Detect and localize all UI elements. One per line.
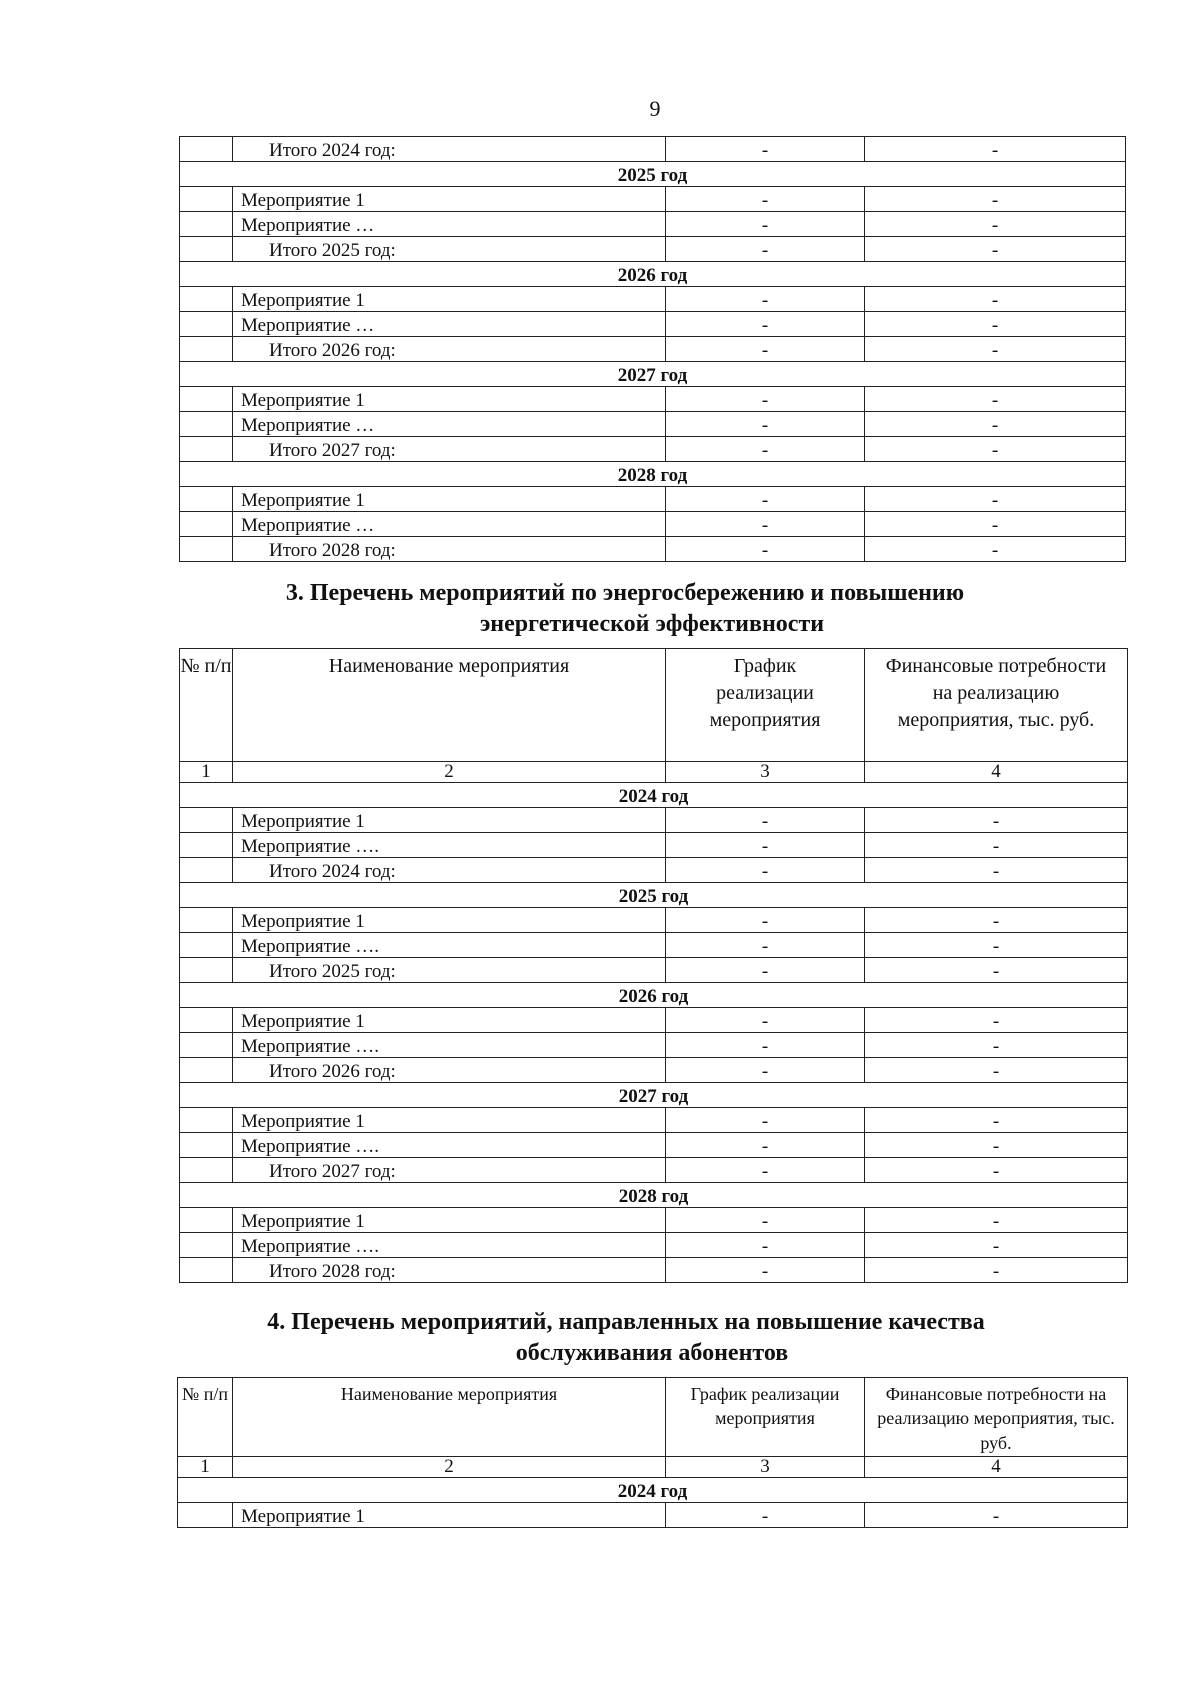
row-number-cell [180, 858, 233, 883]
schedule-cell: - [666, 1008, 865, 1033]
measure-row [180, 1108, 1128, 1133]
year-label: 2024 год [180, 783, 1128, 808]
measure-row [180, 833, 1128, 858]
schedule-cell: - [666, 1208, 865, 1233]
header-schedule: График реализации мероприятия [666, 1378, 865, 1457]
finance-cell: - [865, 958, 1128, 983]
measure-row [180, 312, 1126, 337]
total-label: Итого 2025 год: [233, 237, 666, 262]
row-number-cell [180, 212, 233, 237]
measure-name: Мероприятие 1 [233, 1108, 666, 1133]
total-label: Итого 2027 год: [233, 437, 666, 462]
header-measure-name: Наименование мероприятия [233, 649, 666, 762]
measure-row [180, 1008, 1128, 1033]
year-label: 2028 год [180, 462, 1126, 487]
row-number-cell [180, 1058, 233, 1083]
total-label: Итого 2028 год: [233, 1258, 666, 1283]
measure-row [180, 1208, 1128, 1233]
finance-cell: - [865, 412, 1126, 437]
header-schedule: График реализации мероприятия [666, 649, 865, 762]
section-4-title-line-2: обслуживания абонентов [515, 1340, 789, 1366]
row-number-cell [180, 1108, 233, 1133]
finance-cell: - [865, 1208, 1128, 1233]
schedule-cell: - [666, 337, 865, 362]
measure-row [180, 287, 1126, 312]
year-label: 2026 год [180, 262, 1126, 287]
total-label: Итого 2026 год: [233, 337, 666, 362]
row-number-cell [180, 1208, 233, 1233]
measure-name: Мероприятие … [233, 512, 666, 537]
total-label: Итого 2026 год: [233, 1058, 666, 1083]
section-3-title [0, 578, 1200, 640]
schedule-cell: - [666, 412, 865, 437]
total-label: Итого 2024 год: [233, 137, 666, 162]
year-row [180, 783, 1128, 808]
measure-name: Мероприятие 1 [233, 287, 666, 312]
measure-name: Мероприятие 1 [233, 908, 666, 933]
year-label: 2024 год [178, 1478, 1128, 1503]
row-number-cell [180, 1033, 233, 1058]
row-number-cell [178, 1503, 233, 1528]
schedule-cell: - [666, 858, 865, 883]
schedule-cell: - [666, 1058, 865, 1083]
total-label: Итого 2025 год: [233, 958, 666, 983]
total-row [180, 1058, 1128, 1083]
row-number-cell [180, 958, 233, 983]
section-4-title [0, 1307, 1200, 1369]
finance-cell: - [865, 1233, 1128, 1258]
finance-cell: - [865, 212, 1126, 237]
measure-name: Мероприятие …. [233, 1033, 666, 1058]
schedule-cell: - [666, 387, 865, 412]
finance-cell: - [865, 1158, 1128, 1183]
year-row [180, 362, 1126, 387]
finance-cell: - [865, 933, 1128, 958]
schedule-cell: - [666, 237, 865, 262]
finance-cell: - [865, 1008, 1128, 1033]
schedule-cell: - [666, 512, 865, 537]
measure-name: Мероприятие … [233, 312, 666, 337]
header-measure-name: Наименование мероприятия [233, 1378, 666, 1457]
index-cell: 2 [233, 1457, 666, 1478]
table-header-row [180, 649, 1128, 762]
measure-name: Мероприятие 1 [233, 387, 666, 412]
measure-row [178, 1503, 1128, 1528]
year-label: 2026 год [180, 983, 1128, 1008]
schedule-cell: - [666, 1258, 865, 1283]
continued-table-body [180, 137, 1126, 562]
finance-cell: - [865, 1133, 1128, 1158]
column-index-row [180, 762, 1128, 783]
year-row [180, 983, 1128, 1008]
measure-row [180, 212, 1126, 237]
row-number-cell [180, 933, 233, 958]
finance-cell: - [865, 1258, 1128, 1283]
row-number-cell [180, 908, 233, 933]
index-cell: 4 [865, 1457, 1128, 1478]
measure-name: Мероприятие … [233, 212, 666, 237]
schedule-cell: - [666, 933, 865, 958]
measure-row [180, 933, 1128, 958]
total-row [180, 858, 1128, 883]
schedule-cell: - [666, 187, 865, 212]
finance-cell: - [865, 487, 1126, 512]
measure-name: Мероприятие 1 [233, 187, 666, 212]
section-3-title-line-2: энергетической эффективности [479, 611, 825, 637]
finance-cell: - [865, 1108, 1128, 1133]
energy-saving-measures-table [179, 648, 1128, 1283]
finance-cell: - [865, 808, 1128, 833]
column-index-row [178, 1457, 1128, 1478]
row-number-cell [180, 1158, 233, 1183]
measure-row [180, 808, 1128, 833]
schedule-cell: - [666, 1108, 865, 1133]
measure-row [180, 487, 1126, 512]
row-number-cell [180, 237, 233, 262]
row-number-cell [180, 808, 233, 833]
year-label: 2027 год [180, 362, 1126, 387]
finance-cell: - [865, 387, 1126, 412]
measure-name: Мероприятие …. [233, 933, 666, 958]
finance-cell: - [865, 1503, 1128, 1528]
energy-table-body [180, 783, 1128, 1283]
year-row [178, 1478, 1128, 1503]
measure-name: Мероприятие 1 [233, 808, 666, 833]
measure-name: Мероприятие …. [233, 1233, 666, 1258]
schedule-cell: - [666, 137, 865, 162]
schedule-cell: - [666, 212, 865, 237]
schedule-cell: - [666, 1503, 865, 1528]
index-cell: 1 [178, 1457, 233, 1478]
row-number-cell [180, 1233, 233, 1258]
schedule-cell: - [666, 808, 865, 833]
row-number-cell [180, 1133, 233, 1158]
schedule-cell: - [666, 833, 865, 858]
index-cell: 3 [666, 762, 865, 783]
header-number: № п/п [178, 1378, 233, 1457]
row-number-cell [180, 137, 233, 162]
year-row [180, 162, 1126, 187]
measure-row [180, 1033, 1128, 1058]
measure-name: Мероприятие 1 [233, 1008, 666, 1033]
total-row [180, 137, 1126, 162]
subscriber-service-measures-table [177, 1377, 1128, 1528]
year-row [180, 262, 1126, 287]
schedule-cell: - [666, 437, 865, 462]
finance-cell: - [865, 187, 1126, 212]
row-number-cell [180, 437, 233, 462]
row-number-cell [180, 833, 233, 858]
schedule-cell: - [666, 312, 865, 337]
total-label: Итого 2027 год: [233, 1158, 666, 1183]
finance-cell: - [865, 137, 1126, 162]
measure-row [180, 187, 1126, 212]
schedule-cell: - [666, 1158, 865, 1183]
schedule-cell: - [666, 958, 865, 983]
finance-cell: - [865, 537, 1126, 562]
total-label: Итого 2028 год: [233, 537, 666, 562]
subscriber-table-body [178, 1478, 1128, 1528]
row-number-cell [180, 487, 233, 512]
finance-cell: - [865, 337, 1126, 362]
row-number-cell [180, 512, 233, 537]
measure-name: Мероприятие 1 [233, 487, 666, 512]
year-row [180, 1083, 1128, 1108]
header-finance: Финансовые потребности на реализацию мероприятия, тыс. руб. [865, 1378, 1128, 1457]
row-number-cell [180, 187, 233, 212]
measure-row [180, 1133, 1128, 1158]
schedule-cell: - [666, 1033, 865, 1058]
finance-cell: - [865, 833, 1128, 858]
total-row [180, 1258, 1128, 1283]
schedule-cell: - [666, 537, 865, 562]
table-header-row [178, 1378, 1128, 1457]
measure-row [180, 387, 1126, 412]
finance-cell: - [865, 437, 1126, 462]
row-number-cell [180, 287, 233, 312]
row-number-cell [180, 337, 233, 362]
finance-cell: - [865, 908, 1128, 933]
finance-cell: - [865, 512, 1126, 537]
measure-name: Мероприятие … [233, 412, 666, 437]
total-label: Итого 2024 год: [233, 858, 666, 883]
finance-cell: - [865, 858, 1128, 883]
finance-cell: - [865, 312, 1126, 337]
year-label: 2028 год [180, 1183, 1128, 1208]
row-number-cell [180, 537, 233, 562]
total-row [180, 237, 1126, 262]
total-row [180, 958, 1128, 983]
total-row [180, 437, 1126, 462]
finance-cell: - [865, 287, 1126, 312]
year-row [180, 883, 1128, 908]
section-4-title-line-1: 4. Перечень мероприятий, направленных на повышение качества [267, 1309, 985, 1335]
year-label: 2027 год [180, 1083, 1128, 1108]
header-finance: Финансовые потребности на реализацию мероприятия, тыс. руб. [865, 649, 1128, 762]
schedule-cell: - [666, 1233, 865, 1258]
schedule-cell: - [666, 1133, 865, 1158]
measure-name: Мероприятие …. [233, 1133, 666, 1158]
year-label: 2025 год [180, 162, 1126, 187]
measure-row [180, 512, 1126, 537]
continued-measures-table [179, 136, 1126, 562]
index-cell: 1 [180, 762, 233, 783]
row-number-cell [180, 387, 233, 412]
row-number-cell [180, 1008, 233, 1033]
row-number-cell [180, 412, 233, 437]
header-number: № п/п [180, 649, 233, 762]
index-cell: 2 [233, 762, 666, 783]
measure-row [180, 412, 1126, 437]
page-number: 9 [649, 96, 661, 121]
schedule-cell: - [666, 487, 865, 512]
finance-cell: - [865, 1058, 1128, 1083]
total-row [180, 1158, 1128, 1183]
measure-name: Мероприятие …. [233, 833, 666, 858]
schedule-cell: - [666, 287, 865, 312]
measure-row [180, 908, 1128, 933]
section-3-title-line-1: 3. Перечень мероприятий по энергосбережению и повышению [285, 580, 965, 606]
total-row [180, 537, 1126, 562]
schedule-cell: - [666, 908, 865, 933]
finance-cell: - [865, 237, 1126, 262]
row-number-cell [180, 312, 233, 337]
row-number-cell [180, 1258, 233, 1283]
index-cell: 4 [865, 762, 1128, 783]
finance-cell: - [865, 1033, 1128, 1058]
year-row [180, 462, 1126, 487]
year-label: 2025 год [180, 883, 1128, 908]
total-row [180, 337, 1126, 362]
index-cell: 3 [666, 1457, 865, 1478]
measure-row [180, 1233, 1128, 1258]
measure-name: Мероприятие 1 [233, 1208, 666, 1233]
measure-name: Мероприятие 1 [233, 1503, 666, 1528]
year-row [180, 1183, 1128, 1208]
